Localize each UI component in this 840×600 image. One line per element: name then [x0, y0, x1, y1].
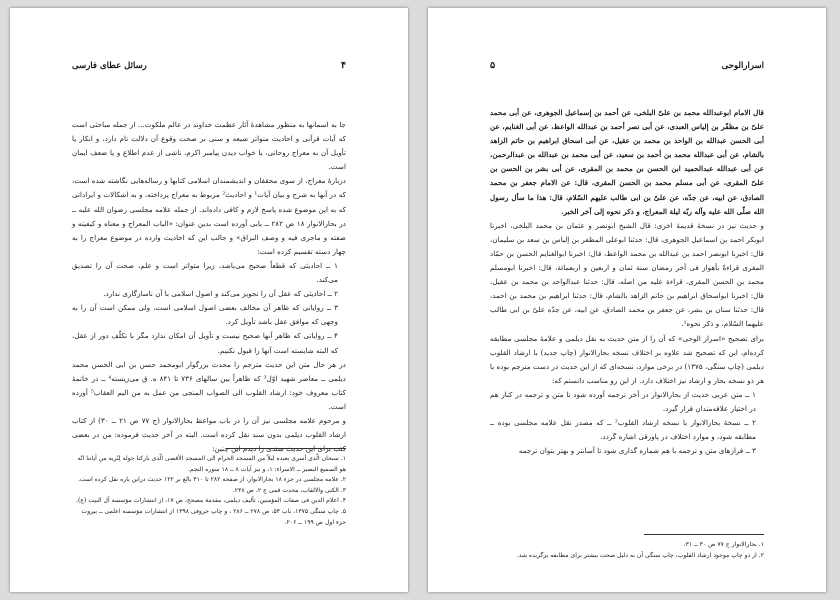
- left-list-item: ۲ ــ احادیثی که عقل آن را تجویز می‌کند و اصول اسلامی با آن ناسازگاری ندارد.: [103, 289, 338, 299]
- right-list-item: ۲ ــ نسخهٔ بحارالانوار با نسخه ارشاد القلوب² ــ که مصدر نقل علامه مجلسی بوده ــ مطابقه شود، و موارد اختلاف در پاورقی اشاره گردد.: [490, 418, 756, 442]
- right-footnote-divider: [644, 534, 764, 535]
- right-paragraph: برای تصحیح «اسرار الوحی» که آن را از متن حدیث به نقل دیلمی و علامهٔ مجلسی مطابقه کرده‌ام، این که تصحیح شد علاوه بر اختلاف نسخه بحارالانوار (چاپ جدید) با ارشاد القلوب دیلمی (چاپ سنگی، ۱۳۷۵) در برخی موارد، نسخه‌ای که از این حدیث در دست مترجم بوده با هر دو نسخه بحار و ارشاد نیز اختلاف دارد. از این رو مناسب دانستم که:: [490, 333, 764, 385]
- footnote: ۱. سبحان الّذی أسری بعبده لیلاً من المسجد الحرام الی المسجد الأقصی الّذی بارکنا حوله لِنُریه من آیاتنا انّه هو السمیع البصیر ــ الاسراء: ۱، و نیز آیات ۸ ــ ۱۸ سوره النجم.: [77, 455, 346, 473]
- left-paragraph: و مرحوم علامه مجلسی نیز آن را در باب مواعظ بحارالانوار (ج ۷۷ ص ۲۱ ــ ۳۰) از کتاب ارشاد القلوب دیلمی بدون سند نقل کرده است. البته در آخر حدیث فرموده: من در بعضی کتب برای این حدیث سندی را دیدم این چنین:: [72, 415, 347, 454]
- right-paragraph: قال الامام ابوعبدالله محمد بن علیّ البلخی، عن أحمد بن إسماعیل الجوهری، عن أبی محمد علیّ بن مظفّر بن إلیاس العبدی، عن أبی نصر أحمد بن عبدالله الواعظ، عن أبی الغنایم، عن أبی الحسن عبدالله بن الواحد بن محمد بن عقیل، عن أبی اسحاق ابراهیم بن حاتم الزاهد بالشام، عن أبی عبدالله محمد بن أحمد بن سعید، عن أبی محمد بن عبدالله بن عبدالرحمن، عن أبی عبدالله عبدالحمید ابن الحسن بن محمد بن المقری، عن أبی بشر بن الحسن بن علیّ المقری، عن أبی مسلم محمد بن الحسن المقری، قال: عن الامام جعفر بن محمد الصادق، عن ابیه، عن جدّه، عن علیّ بن ابی طالب علیهم السّلام، قال: هذا ما سأل رسول الله صلّی الله علیه وآله ربّه لیلة المعراج، و ذکر نحوه إلی آخر الخبر.: [490, 108, 764, 216]
- right-list-item: ۱ ــ متن عربی حدیث از بحارالانوار در آخر ترجمه آورده شود تا متن و ترجمه در کنار هم در اختیار علاقه‌مندان قرار گیرد.: [490, 389, 756, 413]
- left-page-number: ۴: [340, 60, 346, 71]
- footnote: ۴. اعلام الدین فی صفات المؤمنین، تألیف دیلمی، مقدمهٔ مصحح، ص ۱۷، از انتشارات مؤسسه آل البیت (ع).: [76, 497, 346, 505]
- left-running-title: رسائل عطای فارسی: [72, 60, 147, 71]
- left-footnotes: [72, 454, 346, 528]
- footnote: ۵. چاپ سنگی ۱۳۷۵، باب ۵۴، ص ۲۷۸ ــ ۲۸۶ ، و چاپ حروفی ۱۳۹۸ از انتشارات مؤسسه اعلمی ــ بیروت جزء اول ص ۱۹۹ ــ ۲۰۶.: [81, 507, 346, 526]
- footnote: ۳. الکنی والالقاب، محدث قمی ج ۲، ص ۲۳۸.: [232, 486, 346, 494]
- right-page-number: ۵: [490, 60, 496, 71]
- right-body-text: [490, 106, 764, 458]
- footnote: ۲. از دو چاپ موجود ارشاد القلوب، چاپ سنگی آن به دلیل صحت بیشتر برای مطابقه برگزیده شد.: [516, 551, 764, 559]
- left-paragraph: در هر حال متن این حدیث مترجم را محدث بزرگوار ابومحمد حسن بن ابی الحسن محمد دیلمی ــ معاصر شهید اوّل³ که ظاهراً بین سالهای ۷۳۶ تا ۸۴۱ ه. ق می‌زیسته⁴ ــ در خاتمهٔ کتاب معروف خود: ارشاد القلوب الی الصواب المنجی من عمل به من الیم العقاب⁵ آورده است.: [72, 359, 346, 411]
- footnote: ۲. علامه مجلسی در جزء ۱۸ بحارالانوار، از صفحه ۲۸۲ تا ۴۱۰ بالغ بر ۱۲۲ حدیث دراین باره نقل کرده است.: [78, 476, 346, 484]
- left-running-head: [72, 60, 346, 71]
- left-footnote-divider: [226, 448, 346, 449]
- right-running-title: اسرارالوحی: [721, 60, 764, 71]
- left-list-item: ۳ ــ روایاتی که ظاهر آن مخالف بعضی اصول اسلامی است، ولی ممکن است آن را به وجهی که موافق عقل باشد تأویل کرد.: [72, 303, 338, 327]
- right-page: [428, 8, 826, 592]
- right-running-head: [490, 60, 764, 71]
- footnote: ۱. بحارالانوار ج ۷۷ ص ۳۰ ــ ۳۱.: [683, 541, 764, 548]
- right-paragraph: و حدیث نیز در نسخهٔ قدیمهٔ اخری: قال الشیخ ابونصر و عثمان بن محمد البلخی، اخبرنا ابوبکر احمد بن اسماعیل الجوهری، قال: حدثنا ابوعلی المظفر بن إلیاس بن سعد بن سلیمان، قال: اخبرنا ابونصر احمد بن عبدالله بن محمد الواعظ، قال: اخبرنا ابوالغنایم الحسن بن حمّاد المقری قراءةً بأهواز فی آخر رمضان سنة ثمان و اربعین و اربعمائة، قال: اخبرنا ابومسلم محمد بن الحسن المقری، قراءة علیه من اصله، قال: حدثنا عبدالواحد بن محمد بن عقیل، قال: اخبرنا ابواسحاق ابراهیم بن حاتم الزاهد بالشام، قال: حدثنا ابراهیم بن محمد بن احمد، قال: حدثنا سنان بن بشر، عن جعفر بن محمد الصادق، عن ابیه، عن جدّه علیّ بن ابی طالب علیهما السّلام، و ذکر نحوه¹.: [490, 220, 764, 329]
- left-list-item: ۱ ــ احادیثی که قطعاً صحیح می‌باشد، زیرا متواتر است و علم، صحت آن را تصدیق می‌کند.: [72, 260, 338, 285]
- left-page: [10, 8, 408, 592]
- right-footnotes: [490, 540, 764, 561]
- left-list-item: ۴ ــ روایاتی که ظاهر آنها صحیح نیست و تأویل آن امکان ندارد مگر با تکلّف دور از عقل، که البته شایسته است آنها را قبول نکنیم.: [72, 331, 338, 355]
- right-list-item: ۳ ــ فرازهای متن و ترجمه با هم شماره گذاری شود تا آسانتر و بهتر بتوان ترجمه: [518, 446, 756, 456]
- left-paragraph: دربارهٔ معراج، از سوی محققان و اندیشمندان اسلامی کتابها و رساله‌هایی نگاشته شده است، که در آنها به شرح و بیان آیات¹ و احادیث² مربوط به معراج پرداخته، و به اشکالات و ایراداتی که به این موضوع شده پاسخ لازم و کافی داده‌اند. از جمله علامه مجلسی رضوان الله علیه ــ در بحارالانوار ۱۸ ص ۲۸۲ ــ بابی آورده است بدین عنوان: «الباب المعراج و معناه و کیفیته و صفته و ماجری فیه و وصف البراق» و جالب این که احادیث وارده در موضوع معراج را به چهار دسته تقسیم کرده است:: [72, 176, 346, 256]
- left-body-text: [72, 118, 346, 456]
- left-paragraph: جا به اسمانها به منظور مشاهدهٔ آثار عظمت خداوند در عالم ملکوت... از جمله مباحثی است که آیات قرآنی و احادیث متواتر شیعه و سنی بر صحت وقوع آن دلالت تام دارد، و انکار یا تأویل آن به معراج روحانی، یا خواب دیدن پیامبر اکرم، ناشی از عدم اطلاع و یا ضعف ایمان است.: [72, 120, 346, 172]
